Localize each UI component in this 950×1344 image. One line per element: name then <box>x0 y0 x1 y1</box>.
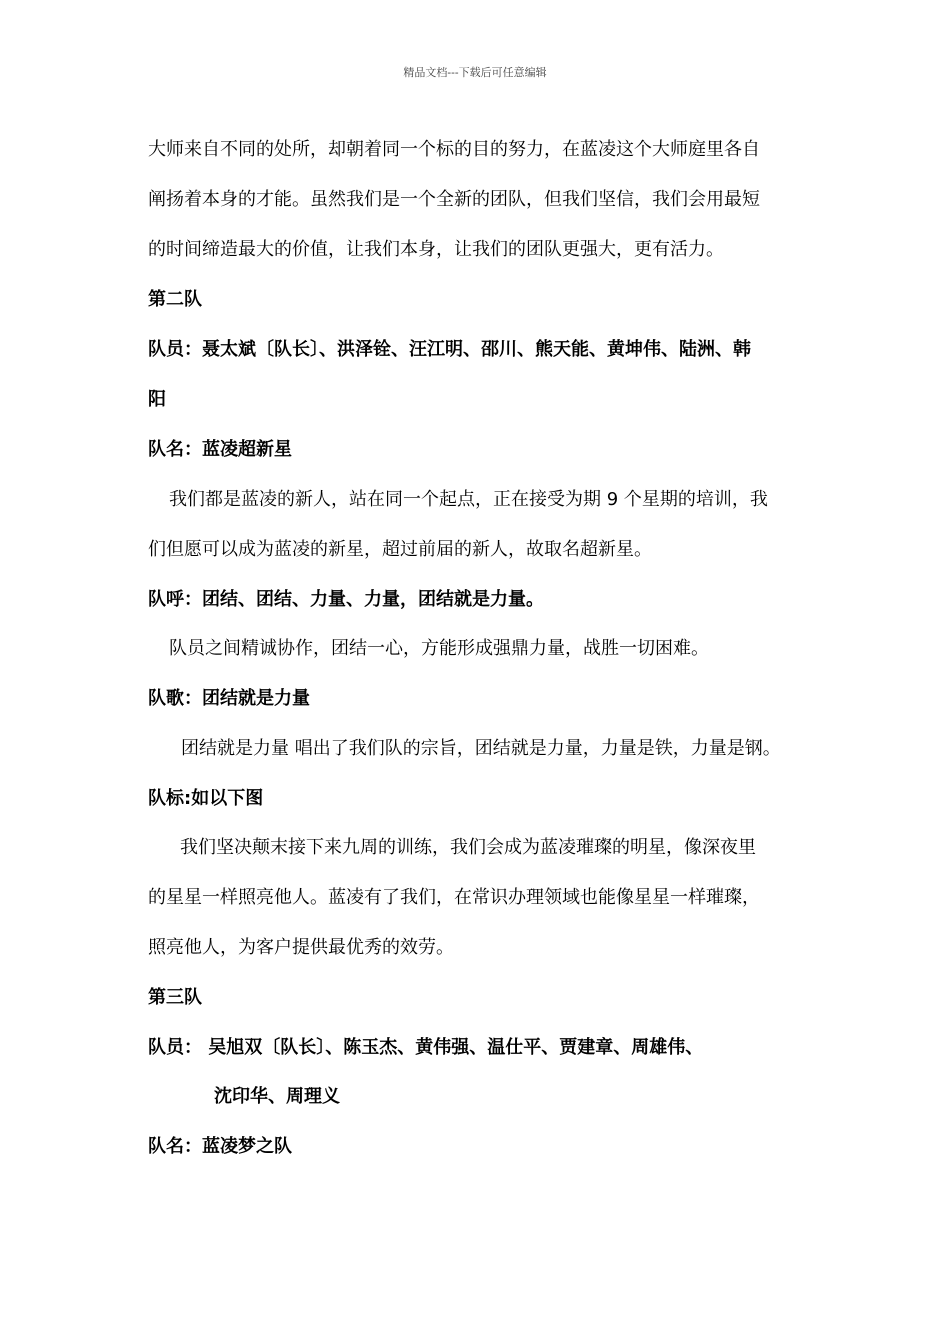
team-2-closing-end: 照亮他人，为客户提供最优秀的效劳。 <box>148 937 454 958</box>
team-2-name-description-continued: 们但愿可以成为蓝凌的新星，超过前届的新人，故取名超新星。 <box>148 539 652 560</box>
team-2-name-description: 我们都是蓝凌的新人，站在同一个起点，正在接受为期 9 个星期的培训，我 <box>169 489 768 510</box>
team-3-name: 队名：蓝凌梦之队 <box>148 1136 292 1157</box>
paragraph-line: 阐扬着本身的才能。虽然我们是一个全新的团队，但我们坚信，我们会用最短 <box>148 189 760 210</box>
section-heading-team-3: 第三队 <box>148 987 202 1008</box>
paragraph-line: 大师来自不同的处所，却朝着同一个标的目的努力，在蓝凌这个大师庭里各自 <box>148 139 760 160</box>
page-header: 精品文档---下载后可任意编辑 <box>403 66 547 79</box>
team-2-name: 队名：蓝凌超新星 <box>148 439 292 460</box>
team-2-logo-heading: 队标:如以下图 <box>148 788 264 809</box>
paragraph-line: 的时间缔造最大的价值，让我们本身，让我们的团队更强大，更有活力。 <box>148 239 724 260</box>
section-heading-team-2: 第二队 <box>148 289 202 310</box>
team-2-slogan-description: 队员之间精诚协作，团结一心，方能形成强鼎力量，战胜一切困难。 <box>169 638 709 659</box>
team-2-closing: 我们坚决颠末接下来九周的训练，我们会成为蓝凌璀璨的明星，像深夜里 <box>180 837 756 858</box>
team-2-members-continued: 阳 <box>148 389 166 410</box>
team-2-closing-continued: 的星星一样照亮他人。蓝凌有了我们，在常识办理领域也能像星星一样璀璨， <box>148 887 760 908</box>
team-2-song: 队歌：团结就是力量 <box>148 688 310 709</box>
team-3-members-continued: 沈印华、周理义 <box>214 1086 340 1107</box>
team-3-members: 队员： 吴旭双〔队长〕、陈玉杰、黄伟强、温仕平、贾建章、周雄伟、 <box>148 1037 704 1058</box>
team-2-slogan: 队呼：团结、团结、力量、力量，团结就是力量。 <box>148 589 544 610</box>
team-2-song-description: 团结就是力量 唱出了我们队的宗旨，团结就是力量，力量是铁，力量是钢。 <box>181 738 781 759</box>
team-2-members: 队员：聂太斌〔队长〕、洪泽铨、汪江明、邵川、熊天能、黄坤伟、陆洲、韩 <box>148 339 751 360</box>
